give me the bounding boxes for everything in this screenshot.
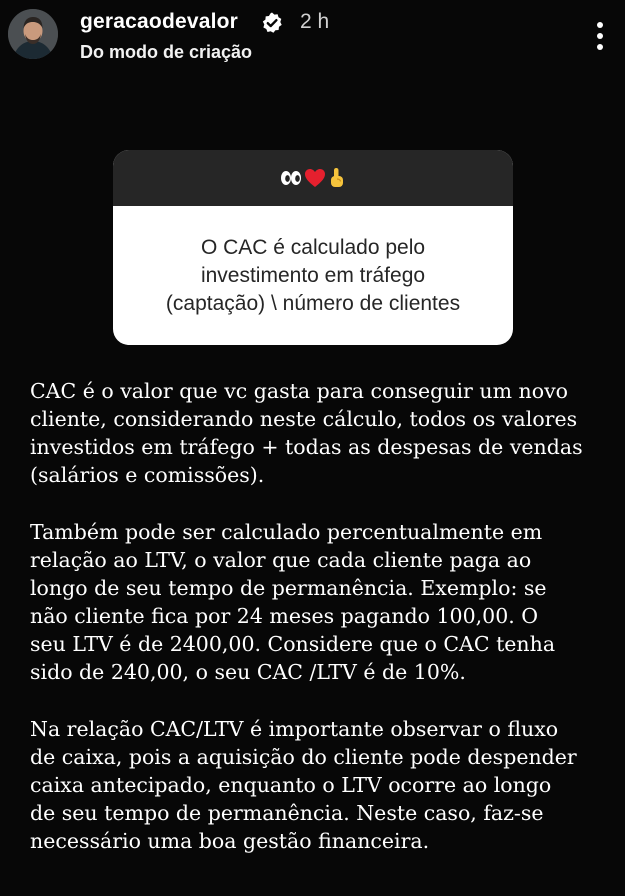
text-line: necessário uma boa gestão financeira. [30,829,430,853]
text-line: caixa antecipado, enquanto o LTV ocorre ao longo [30,773,552,797]
text-line: de seu tempo de permanência. Neste caso, faz-se [30,801,544,825]
story-subtitle: Do modo de criação [80,42,253,62]
avatar[interactable] [8,9,58,59]
question-text [113,206,513,345]
answer-paragraph [30,715,605,855]
text-line: sido de 240,00, o seu CAC /LTV é de 10%. [30,660,466,684]
text-line: cliente, considerando neste cálculo, todos os valores [30,407,578,431]
question-text-line: O CAC é calculado pelo [200,235,426,259]
username[interactable]: geracaodevalor [80,10,239,33]
question-text-line: (captação) \ número de clientes [165,291,461,315]
text-line: CAC é o valor que vc gasta para conseguir um novo [30,379,568,403]
text-line: não cliente fica por 24 meses pagando 100,00. O [30,604,539,628]
answer-paragraph [30,377,605,489]
question-sticker-header [113,150,513,206]
answer-text [30,377,605,884]
text-line: Na relação CAC/LTV é importante observar o fluxo [30,717,559,741]
profile-photo [8,9,58,59]
pointing-up-emoji-icon [328,167,346,189]
verified-badge-icon [260,11,284,35]
text-line: seu LTV é de 2400,00. Considere que o CAC tenha [30,632,556,656]
text-line: de caixa, pois a aquisição do cliente pode despender [30,745,577,769]
question-text-line: investimento em tráfego [200,263,426,287]
story-header [0,0,625,70]
eyes-emoji-icon [280,169,302,187]
post-time: 2 h [300,10,330,33]
question-sticker [113,150,513,345]
text-line: (salários e comissões). [30,463,265,487]
more-vertical-icon[interactable] [588,18,612,54]
text-line: longo de seu tempo de permanência. Exemplo: se [30,576,547,600]
text-line: investidos em tráfego + todas as despesas de vendas [30,435,583,459]
text-line: relação ao LTV, o valor que cada cliente paga ao [30,548,532,572]
red-heart-emoji-icon [304,168,326,188]
answer-paragraph [30,518,605,686]
text-line: Também pode ser calculado percentualmente em [30,520,543,544]
